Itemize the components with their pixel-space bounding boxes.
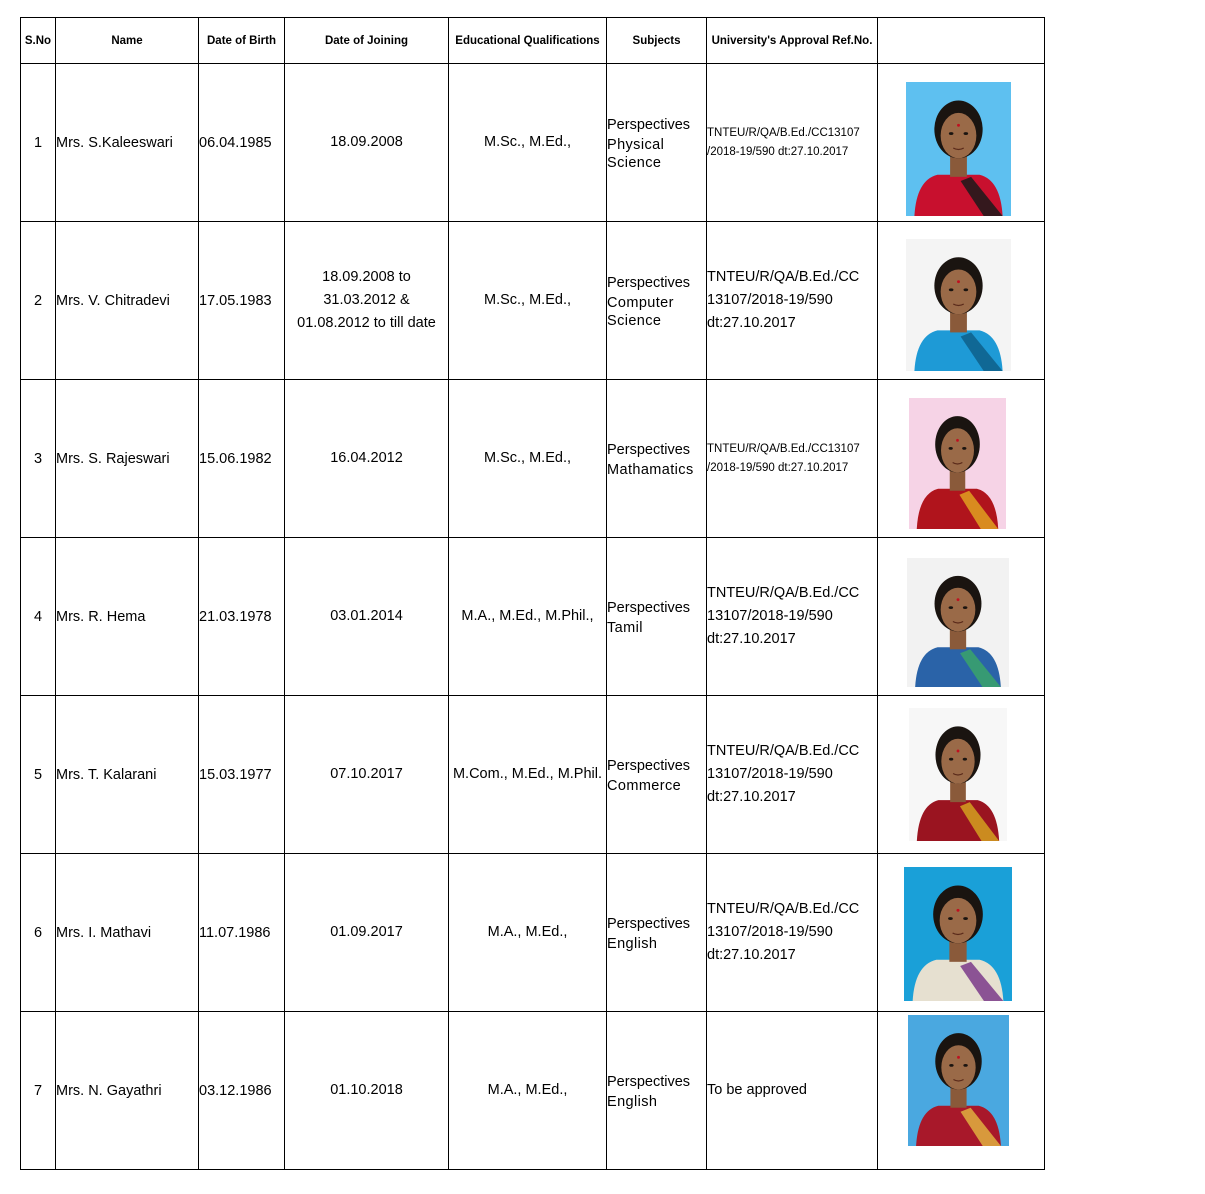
staff-photo <box>909 708 1007 841</box>
doj-line: 01.08.2012 to till date <box>297 315 436 331</box>
cell-education: M.Com., M.Ed., M.Phil. <box>449 696 607 854</box>
subject-line1: Perspectives <box>607 116 691 133</box>
approval-line: TNTEU/R/QA/B.Ed./CC <box>707 585 860 601</box>
subject-line1: Perspectives <box>607 274 691 291</box>
cell-dob: 15.06.1982 <box>199 380 285 538</box>
approval-line: 13107/2018-19/590 <box>707 924 833 940</box>
cell-approval <box>707 854 878 1012</box>
subject-line1: Perspectives <box>607 757 691 774</box>
faculty-table <box>20 17 1045 1170</box>
approval-line: 13107/2018-19/590 <box>707 608 833 624</box>
staff-photo <box>907 558 1009 687</box>
cell-doj <box>285 222 449 380</box>
cell-subjects <box>607 696 707 854</box>
approval-line: 13107/2018-19/590 <box>707 766 833 782</box>
cell-education: M.Sc., M.Ed., <box>449 380 607 538</box>
cell-sno: 5 <box>21 696 56 854</box>
table-row <box>21 222 1045 380</box>
cell-dob: 15.03.1977 <box>199 696 285 854</box>
header-subjects: Subjects <box>607 18 707 64</box>
cell-approval <box>707 64 878 222</box>
staff-photo <box>909 398 1006 529</box>
doj-line: 18.09.2008 <box>330 134 403 150</box>
staff-photo <box>906 239 1011 371</box>
subject-line2: Mathamatics <box>607 461 694 478</box>
cell-name: Mrs. I. Mathavi <box>56 854 199 1012</box>
cell-approval <box>707 380 878 538</box>
cell-photo <box>878 538 1045 696</box>
cell-name: Mrs. V. Chitradevi <box>56 222 199 380</box>
cell-education: M.Sc., M.Ed., <box>449 64 607 222</box>
header-doj: Date of Joining <box>285 18 449 64</box>
subject-line1: Perspectives <box>607 915 691 932</box>
doj-line: 18.09.2008 to <box>322 269 411 285</box>
cell-dob: 21.03.1978 <box>199 538 285 696</box>
approval-line: TNTEU/R/QA/B.Ed./CC13107 <box>707 442 860 455</box>
subject-line1: Perspectives <box>607 441 691 458</box>
subject-line2: Tamil <box>607 619 643 636</box>
approval-line: 13107/2018-19/590 <box>707 292 833 308</box>
subject-line2: Computer Science <box>607 294 674 329</box>
cell-education: M.Sc., M.Ed., <box>449 222 607 380</box>
cell-sno: 2 <box>21 222 56 380</box>
cell-doj <box>285 696 449 854</box>
cell-name: Mrs. T. Kalarani <box>56 696 199 854</box>
cell-doj <box>285 854 449 1012</box>
cell-sno: 1 <box>21 64 56 222</box>
table-row <box>21 538 1045 696</box>
cell-photo <box>878 222 1045 380</box>
cell-subjects <box>607 222 707 380</box>
cell-sno: 7 <box>21 1012 56 1170</box>
cell-photo <box>878 1012 1045 1170</box>
cell-doj <box>285 64 449 222</box>
cell-subjects <box>607 380 707 538</box>
cell-photo <box>878 696 1045 854</box>
staff-photo <box>908 1015 1009 1146</box>
doj-line: 07.10.2017 <box>330 766 403 782</box>
header-approval: University's Approval Ref.No. <box>707 18 878 64</box>
subject-line2: Physical Science <box>607 136 665 171</box>
header-dob: Date of Birth <box>199 18 285 64</box>
cell-approval <box>707 538 878 696</box>
header-photo <box>878 18 1045 64</box>
subject-line2: English <box>607 935 658 952</box>
cell-education: M.A., M.Ed., <box>449 854 607 1012</box>
approval-line: /2018-19/590 dt:27.10.2017 <box>707 461 849 474</box>
cell-doj <box>285 1012 449 1170</box>
header-name: Name <box>56 18 199 64</box>
table-row <box>21 64 1045 222</box>
cell-approval <box>707 222 878 380</box>
cell-approval <box>707 1012 878 1170</box>
cell-name: Mrs. S. Rajeswari <box>56 380 199 538</box>
approval-line: /2018-19/590 dt:27.10.2017 <box>707 145 849 158</box>
cell-name: Mrs. R. Hema <box>56 538 199 696</box>
header-row <box>21 18 1045 64</box>
cell-sno: 4 <box>21 538 56 696</box>
approval-line: TNTEU/R/QA/B.Ed./CC13107 <box>707 126 860 139</box>
cell-sno: 6 <box>21 854 56 1012</box>
table-row <box>21 1012 1045 1170</box>
doj-line: 16.04.2012 <box>330 450 403 466</box>
cell-name: Mrs. N. Gayathri <box>56 1012 199 1170</box>
staff-photo <box>906 82 1011 216</box>
approval-line: TNTEU/R/QA/B.Ed./CC <box>707 269 860 285</box>
subject-line2: Commerce <box>607 777 682 794</box>
subject-line1: Perspectives <box>607 1073 691 1090</box>
cell-photo <box>878 380 1045 538</box>
approval-line: To be approved <box>707 1082 807 1098</box>
doj-line: 01.10.2018 <box>330 1082 403 1098</box>
cell-subjects <box>607 854 707 1012</box>
table-row <box>21 380 1045 538</box>
doj-line: 01.09.2017 <box>330 924 403 940</box>
cell-subjects <box>607 1012 707 1170</box>
doj-line: 31.03.2012 & <box>323 292 410 308</box>
cell-education: M.A., M.Ed., M.Phil., <box>449 538 607 696</box>
cell-dob: 06.04.1985 <box>199 64 285 222</box>
cell-name: Mrs. S.Kaleeswari <box>56 64 199 222</box>
cell-dob: 17.05.1983 <box>199 222 285 380</box>
approval-line: dt:27.10.2017 <box>707 947 796 963</box>
cell-photo <box>878 854 1045 1012</box>
cell-photo <box>878 64 1045 222</box>
staff-photo <box>904 867 1012 1001</box>
subject-line1: Perspectives <box>607 599 691 616</box>
cell-subjects <box>607 538 707 696</box>
cell-education: M.A., M.Ed., <box>449 1012 607 1170</box>
cell-dob: 11.07.1986 <box>199 854 285 1012</box>
approval-line: TNTEU/R/QA/B.Ed./CC <box>707 743 860 759</box>
cell-subjects <box>607 64 707 222</box>
cell-sno: 3 <box>21 380 56 538</box>
table-row <box>21 696 1045 854</box>
approval-line: dt:27.10.2017 <box>707 789 796 805</box>
approval-line: dt:27.10.2017 <box>707 315 796 331</box>
table-row <box>21 854 1045 1012</box>
cell-doj <box>285 380 449 538</box>
header-sno: S.No <box>21 18 56 64</box>
doj-line: 03.01.2014 <box>330 608 403 624</box>
cell-approval <box>707 696 878 854</box>
approval-line: dt:27.10.2017 <box>707 631 796 647</box>
cell-doj <box>285 538 449 696</box>
header-education: Educational Qualifications <box>449 18 607 64</box>
cell-dob: 03.12.1986 <box>199 1012 285 1170</box>
approval-line: TNTEU/R/QA/B.Ed./CC <box>707 901 860 917</box>
subject-line2: English <box>607 1093 658 1110</box>
